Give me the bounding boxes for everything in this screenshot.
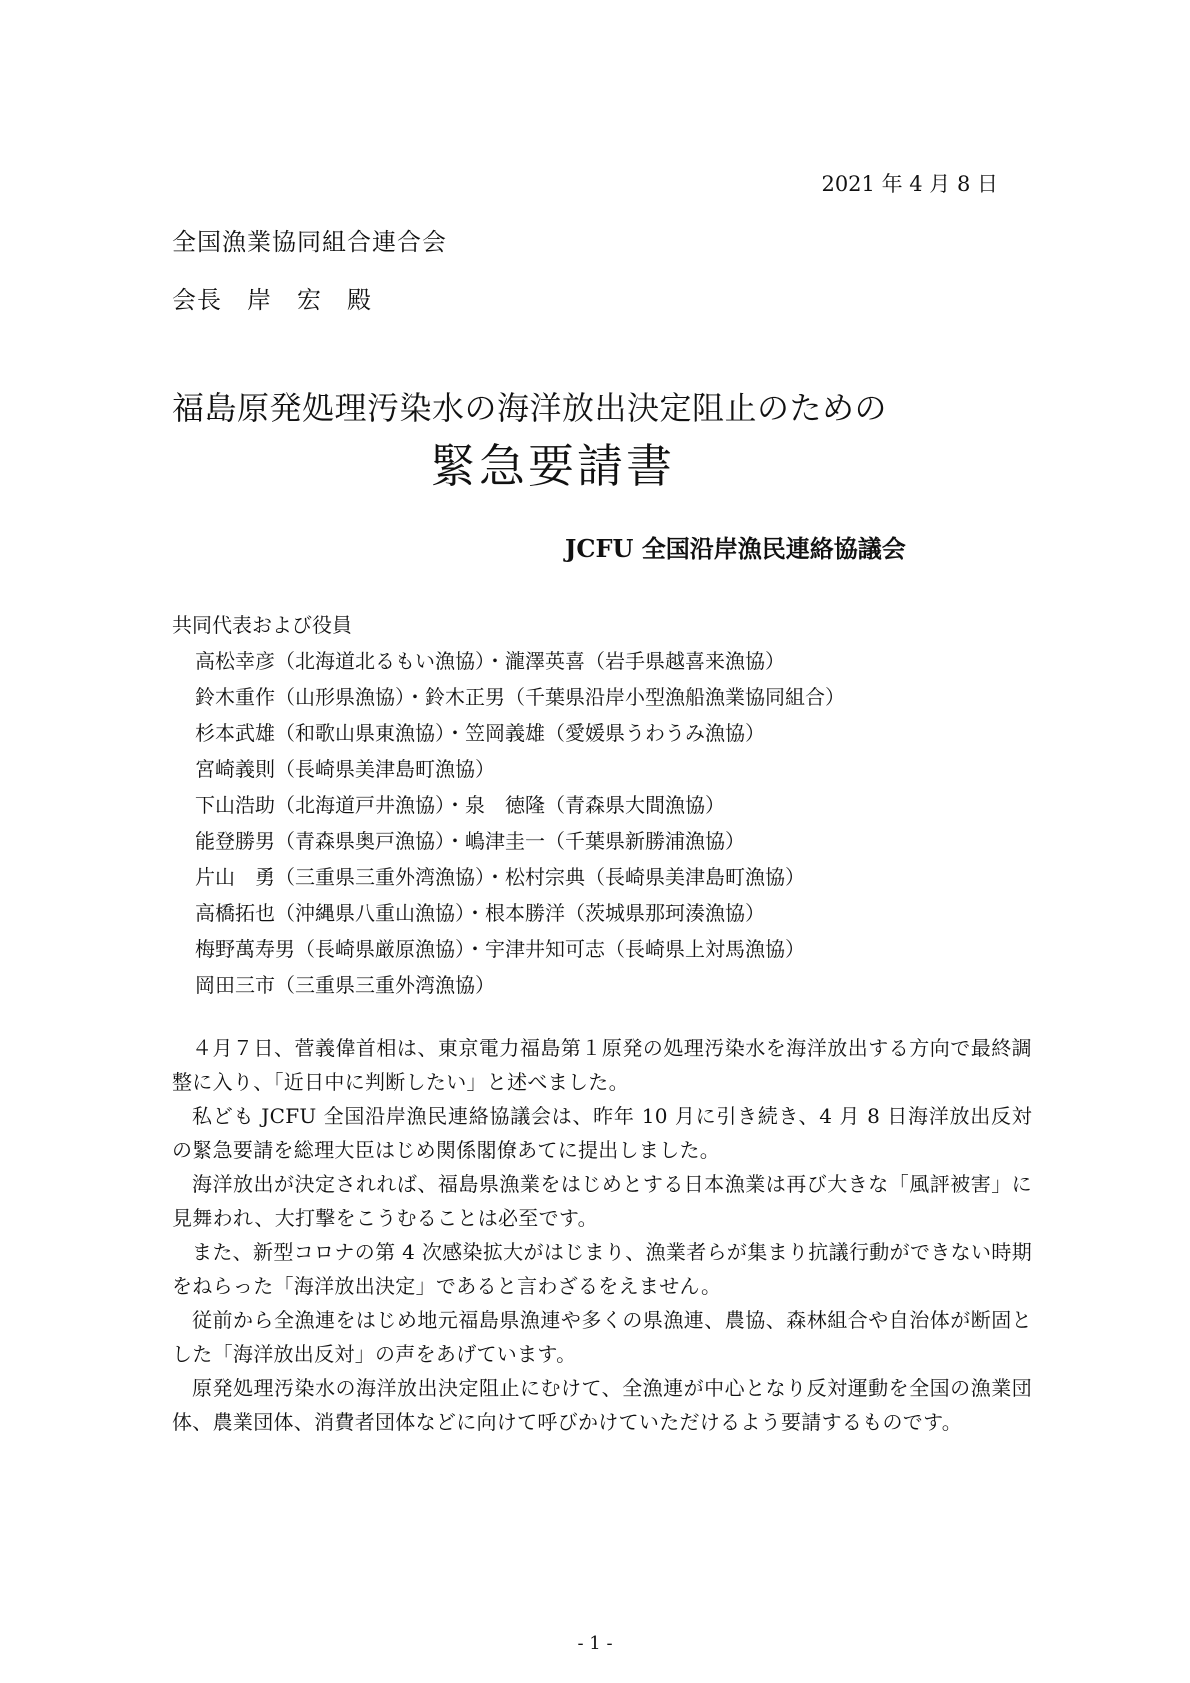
member-line: 高橋拓也（沖縄県八重山漁協）・根本勝洋（茨城県那珂湊漁協） [195,901,765,925]
member-line: 宮崎義則（長崎県美津島町漁協） [195,757,495,781]
recipient-organization: 全国漁業協同組合連合会 [172,228,447,256]
member-line: 岡田三市（三重県三重外湾漁協） [195,973,495,997]
members-list [195,643,845,1003]
document-title-line1: 福島原発処理汚染水の海洋放出決定阻止のための [172,389,888,427]
body-paragraph: 従前から全漁連をはじめ地元福島県漁連や多くの県漁連、農協、森林組合や自治体が断固とした「海洋放出反対」の声をあげています。 [172,1308,1032,1366]
recipient-name: 会長 岸 宏 殿 [172,286,372,314]
body-paragraph: 私ども JCFU 全国沿岸漁民連絡協議会は、昨年 10 月に引き続き、4 月 8 日海洋放出反対の緊急要請を総理大臣はじめ関係閣僚あてに提出しました。 [172,1104,1032,1162]
member-line: 梅野萬寿男（長崎県厳原漁協）・宇津井知可志（長崎県上対馬漁協） [195,937,805,961]
member-line: 下山浩助（北海道戸井漁協）・泉 徳隆（青森県大間漁協） [195,793,725,817]
members-heading: 共同代表および役員 [172,613,352,637]
body-paragraph: 原発処理汚染水の海洋放出決定阻止にむけて、全漁連が中心となり反対運動を全国の漁業団体、農業団体、消費者団体などに向けて呼びかけていただけるよう要請するものです。 [172,1376,1032,1434]
member-line: 鈴木重作（山形県漁協）・鈴木正男（千葉県沿岸小型漁船漁業協同組合） [195,685,845,709]
body-paragraph: 海洋放出が決定されれば、福島県漁業をはじめとする日本漁業は再び大きな「風評被害」に見舞われ、大打撃をこうむることは必至です。 [172,1172,1032,1230]
document-title-line2: 緊急要請書 [430,439,675,493]
member-line: 杉本武雄（和歌山県東漁協）・笠岡義雄（愛媛県うわうみ漁協） [195,721,765,745]
member-line: 片山 勇（三重県三重外湾漁協）・松村宗典（長崎県美津島町漁協） [195,865,805,889]
member-line: 高松幸彦（北海道北るもい漁協）・瀧澤英喜（岩手県越喜来漁協） [195,649,785,673]
body-text [172,1031,1032,1439]
body-paragraph: ４月７日、菅義偉首相は、東京電力福島第１原発の処理汚染水を海洋放出する方向で最終調整に入り、「近日中に判断したい」と述べました。 [172,1036,1032,1094]
sender-organization: JCFU 全国沿岸漁民連絡協議会 [565,534,906,563]
document-date: 2021 年 4 月 8 日 [821,172,998,196]
member-line: 能登勝男（青森県奥戸漁協）・嶋津圭一（千葉県新勝浦漁協） [195,829,745,853]
page-number: - 1 - [577,1633,613,1654]
body-paragraph: また、新型コロナの第 4 次感染拡大がはじまり、漁業者らが集まり抗議行動ができない時期をねらった「海洋放出決定」であると言わざるをえません。 [172,1240,1032,1298]
